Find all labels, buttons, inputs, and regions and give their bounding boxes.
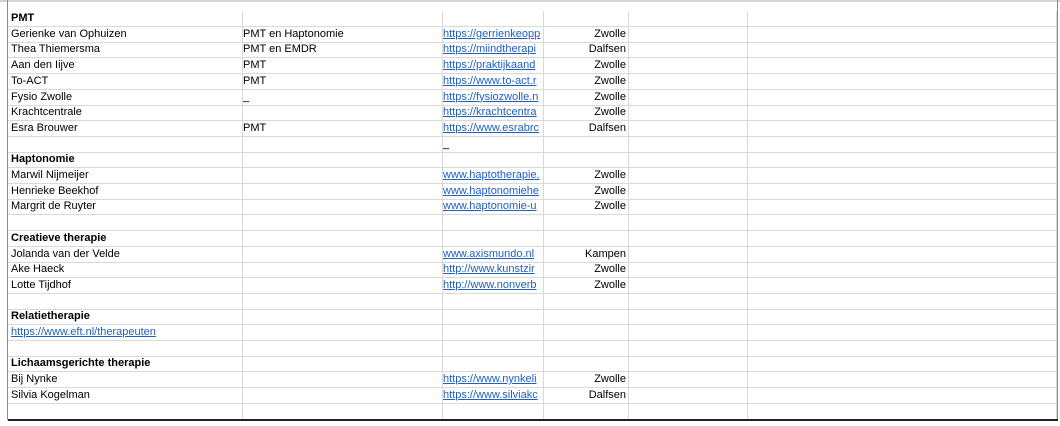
- cell-a[interactable]: [8, 341, 243, 357]
- cell-c[interactable]: https://krachtcentra: [443, 105, 544, 121]
- right-border: [1057, 0, 1058, 421]
- cell-e[interactable]: [629, 168, 748, 184]
- table-row: [8, 74, 1057, 90]
- cell-c[interactable]: https://www.silviakc: [443, 388, 544, 404]
- cell-a[interactable]: Haptonomie: [8, 152, 243, 168]
- cell-f[interactable]: [748, 372, 1057, 388]
- table-row: [8, 356, 1057, 372]
- cell-a[interactable]: Esra Brouwer: [8, 121, 243, 137]
- cell-d[interactable]: [544, 231, 629, 247]
- cell-c[interactable]: [443, 309, 544, 325]
- cell-e[interactable]: [629, 356, 748, 372]
- cell-c[interactable]: https://fysiozwolle.n: [443, 90, 544, 106]
- cell-b[interactable]: _: [243, 90, 443, 106]
- cell-a[interactable]: Aan den Iijve: [8, 58, 243, 74]
- cell-f[interactable]: [748, 58, 1057, 74]
- cell-f[interactable]: [748, 168, 1057, 184]
- cell-f[interactable]: [748, 262, 1057, 278]
- cell-e[interactable]: [629, 137, 748, 153]
- cell-f[interactable]: [748, 215, 1057, 231]
- cell-a[interactable]: Thea Thiemersma: [8, 42, 243, 58]
- cell-d[interactable]: Zwolle: [544, 372, 629, 388]
- cell-f[interactable]: [748, 341, 1057, 357]
- cell-e[interactable]: [629, 58, 748, 74]
- cell-d[interactable]: [544, 11, 629, 27]
- cell-e[interactable]: [629, 325, 748, 341]
- cell-b[interactable]: [243, 262, 443, 278]
- cell-c[interactable]: http://www.nonverb: [443, 278, 544, 294]
- cell-c[interactable]: [443, 325, 544, 341]
- cell-d[interactable]: [544, 294, 629, 310]
- table-row: [8, 341, 1057, 357]
- cell-c[interactable]: www.haptotherapie.: [443, 168, 544, 184]
- cell-b[interactable]: [243, 215, 443, 231]
- cell-a[interactable]: Jolanda van der Velde: [8, 247, 243, 263]
- cell-e[interactable]: [629, 247, 748, 263]
- cell-d[interactable]: [544, 404, 629, 420]
- cell-b[interactable]: [243, 325, 443, 341]
- table-row: [8, 404, 1057, 420]
- cell-b[interactable]: [243, 388, 443, 404]
- cell-b[interactable]: [243, 231, 443, 247]
- cell-f[interactable]: [748, 356, 1057, 372]
- cell-a[interactable]: Henrieke Beekhof: [8, 184, 243, 200]
- cell-d[interactable]: [544, 152, 629, 168]
- cell-e[interactable]: [629, 27, 748, 43]
- cell-b[interactable]: [243, 11, 443, 27]
- cell-e[interactable]: [629, 294, 748, 310]
- cell-a[interactable]: Fysio Zwolle: [8, 90, 243, 106]
- cell-b[interactable]: [243, 184, 443, 200]
- cell-f[interactable]: [748, 90, 1057, 106]
- cell-c[interactable]: [443, 404, 544, 420]
- cell-c[interactable]: [443, 152, 544, 168]
- table-row: [8, 27, 1057, 43]
- cell-d[interactable]: Dalfsen: [544, 388, 629, 404]
- cell-d[interactable]: Dalfsen: [544, 42, 629, 58]
- table-row: [8, 262, 1057, 278]
- table-row: [8, 372, 1057, 388]
- cell-b[interactable]: [243, 356, 443, 372]
- cell-d[interactable]: Zwolle: [544, 74, 629, 90]
- cell-b[interactable]: [243, 341, 443, 357]
- cell-a[interactable]: Lotte Tijdhof: [8, 278, 243, 294]
- cell-d[interactable]: Zwolle: [544, 27, 629, 43]
- cell-c[interactable]: https://www.nynkeli: [443, 372, 544, 388]
- cell-e[interactable]: [629, 74, 748, 90]
- cell-a[interactable]: Bij Nynke: [8, 372, 243, 388]
- cell-d[interactable]: Zwolle: [544, 90, 629, 106]
- table-row: [8, 121, 1057, 137]
- cell-a[interactable]: Relatietherapie: [8, 309, 243, 325]
- cell-a[interactable]: Ake Haeck: [8, 262, 243, 278]
- cell-a[interactable]: Gerienke van Ophuizen: [8, 27, 243, 43]
- cell-c[interactable]: [443, 11, 544, 27]
- cell-d[interactable]: Zwolle: [544, 58, 629, 74]
- cell-d[interactable]: [544, 215, 629, 231]
- table-row: [8, 388, 1057, 404]
- cell-e[interactable]: [629, 231, 748, 247]
- table-row: [8, 137, 1057, 153]
- table-row: [8, 278, 1057, 294]
- cell-d[interactable]: Zwolle: [544, 199, 629, 215]
- cell-e[interactable]: [629, 184, 748, 200]
- cell-b[interactable]: [243, 278, 443, 294]
- cell-e[interactable]: [629, 121, 748, 137]
- cell-e[interactable]: [629, 341, 748, 357]
- cell-f[interactable]: [748, 105, 1057, 121]
- cell-a[interactable]: [8, 215, 243, 231]
- cell-d[interactable]: [544, 137, 629, 153]
- cell-b[interactable]: [243, 372, 443, 388]
- cell-b[interactable]: PMT: [243, 121, 443, 137]
- cell-b[interactable]: [243, 247, 443, 263]
- cell-e[interactable]: [629, 42, 748, 58]
- cell-c[interactable]: https://gerrienkeopp: [443, 27, 544, 43]
- cell-b[interactable]: [243, 137, 443, 153]
- cell-f[interactable]: [748, 121, 1057, 137]
- cell-c[interactable]: [443, 341, 544, 357]
- cell-b[interactable]: [243, 168, 443, 184]
- cell-a[interactable]: Margrit de Ruyter: [8, 199, 243, 215]
- cell-c[interactable]: [443, 231, 544, 247]
- cell-f[interactable]: [748, 247, 1057, 263]
- cell-c[interactable]: _: [443, 137, 544, 153]
- table-row: [8, 199, 1057, 215]
- cell-d[interactable]: Zwolle: [544, 184, 629, 200]
- bottom-border: [8, 419, 1058, 421]
- cell-d[interactable]: Kampen: [544, 247, 629, 263]
- cell-c[interactable]: https://praktijkaand: [443, 58, 544, 74]
- cell-e[interactable]: [629, 199, 748, 215]
- cell-c[interactable]: https://miindtherapi: [443, 42, 544, 58]
- cell-a[interactable]: To-ACT: [8, 74, 243, 90]
- cell-e[interactable]: [629, 309, 748, 325]
- cell-c[interactable]: https://www.to-act.r: [443, 74, 544, 90]
- cell-a[interactable]: https://www.eft.nl/therapeuten: [8, 325, 243, 341]
- cell-e[interactable]: [629, 152, 748, 168]
- table-row: [8, 11, 1057, 27]
- table-row: [8, 58, 1057, 74]
- cell-b[interactable]: [243, 199, 443, 215]
- cell-a[interactable]: [8, 137, 243, 153]
- cell-d[interactable]: [544, 356, 629, 372]
- cell-a[interactable]: Lichaamsgerichte therapie: [8, 356, 243, 372]
- cell-f[interactable]: [748, 294, 1057, 310]
- cell-f[interactable]: [748, 137, 1057, 153]
- cell-c[interactable]: http://www.kunstzir: [443, 262, 544, 278]
- cell-a[interactable]: Silvia Kogelman: [8, 388, 243, 404]
- cell-c[interactable]: www.axismundo.nl: [443, 247, 544, 263]
- cell-f[interactable]: [748, 42, 1057, 58]
- table-row: [8, 105, 1057, 121]
- cell-c[interactable]: www.haptonomiehe: [443, 184, 544, 200]
- table-row: [8, 231, 1057, 247]
- cell-f[interactable]: [748, 74, 1057, 90]
- cell-d[interactable]: Zwolle: [544, 168, 629, 184]
- cell-e[interactable]: [629, 388, 748, 404]
- cell-c[interactable]: https://www.esrabrc: [443, 121, 544, 137]
- cell-d[interactable]: Zwolle: [544, 262, 629, 278]
- table-row: [8, 325, 1057, 341]
- cell-f[interactable]: [748, 278, 1057, 294]
- cell-d[interactable]: [544, 309, 629, 325]
- cell-b[interactable]: [243, 105, 443, 121]
- cell-e[interactable]: [629, 90, 748, 106]
- cell-d[interactable]: Zwolle: [544, 105, 629, 121]
- cell-a[interactable]: Krachtcentrale: [8, 105, 243, 121]
- table-row: [8, 309, 1057, 325]
- cell-e[interactable]: [629, 404, 748, 420]
- cell-d[interactable]: [544, 325, 629, 341]
- table-row: [8, 215, 1057, 231]
- cell-b[interactable]: [243, 294, 443, 310]
- cell-e[interactable]: [629, 372, 748, 388]
- cell-f[interactable]: [748, 199, 1057, 215]
- cell-c[interactable]: [443, 294, 544, 310]
- cell-e[interactable]: [629, 215, 748, 231]
- cell-f[interactable]: [748, 388, 1057, 404]
- cell-a[interactable]: Creatieve therapie: [8, 231, 243, 247]
- cell-f[interactable]: [748, 27, 1057, 43]
- table-row: [8, 152, 1057, 168]
- cell-f[interactable]: [748, 309, 1057, 325]
- cell-d[interactable]: Dalfsen: [544, 121, 629, 137]
- cell-f[interactable]: [748, 325, 1057, 341]
- cell-b[interactable]: [243, 152, 443, 168]
- cell-f[interactable]: [748, 184, 1057, 200]
- table-row: [8, 168, 1057, 184]
- table-row: [8, 42, 1057, 58]
- cell-a[interactable]: [8, 404, 243, 420]
- cell-d[interactable]: Zwolle: [544, 278, 629, 294]
- cell-e[interactable]: [629, 105, 748, 121]
- table-row: [8, 90, 1057, 106]
- cell-f[interactable]: [748, 152, 1057, 168]
- cell-c[interactable]: www.haptonomie-u: [443, 199, 544, 215]
- table-row: [8, 294, 1057, 310]
- table-row: [8, 247, 1057, 263]
- cell-b[interactable]: PMT: [243, 58, 443, 74]
- cell-e[interactable]: [629, 278, 748, 294]
- cell-b[interactable]: PMT: [243, 74, 443, 90]
- cell-c[interactable]: [443, 356, 544, 372]
- top-border: [0, 0, 1060, 2]
- cell-f[interactable]: [748, 11, 1057, 27]
- cell-b[interactable]: PMT en Haptonomie: [243, 27, 443, 43]
- cell-a[interactable]: [8, 294, 243, 310]
- cell-a[interactable]: Marwil Nijmeijer: [8, 168, 243, 184]
- cell-e[interactable]: [629, 11, 748, 27]
- cell-b[interactable]: PMT en EMDR: [243, 42, 443, 58]
- cell-f[interactable]: [748, 404, 1057, 420]
- cell-f[interactable]: [748, 231, 1057, 247]
- cell-e[interactable]: [629, 262, 748, 278]
- cell-c[interactable]: [443, 215, 544, 231]
- cell-a[interactable]: PMT: [8, 11, 243, 27]
- cell-d[interactable]: [544, 341, 629, 357]
- cell-b[interactable]: [243, 309, 443, 325]
- cell-b[interactable]: [243, 404, 443, 420]
- table-row: [8, 184, 1057, 200]
